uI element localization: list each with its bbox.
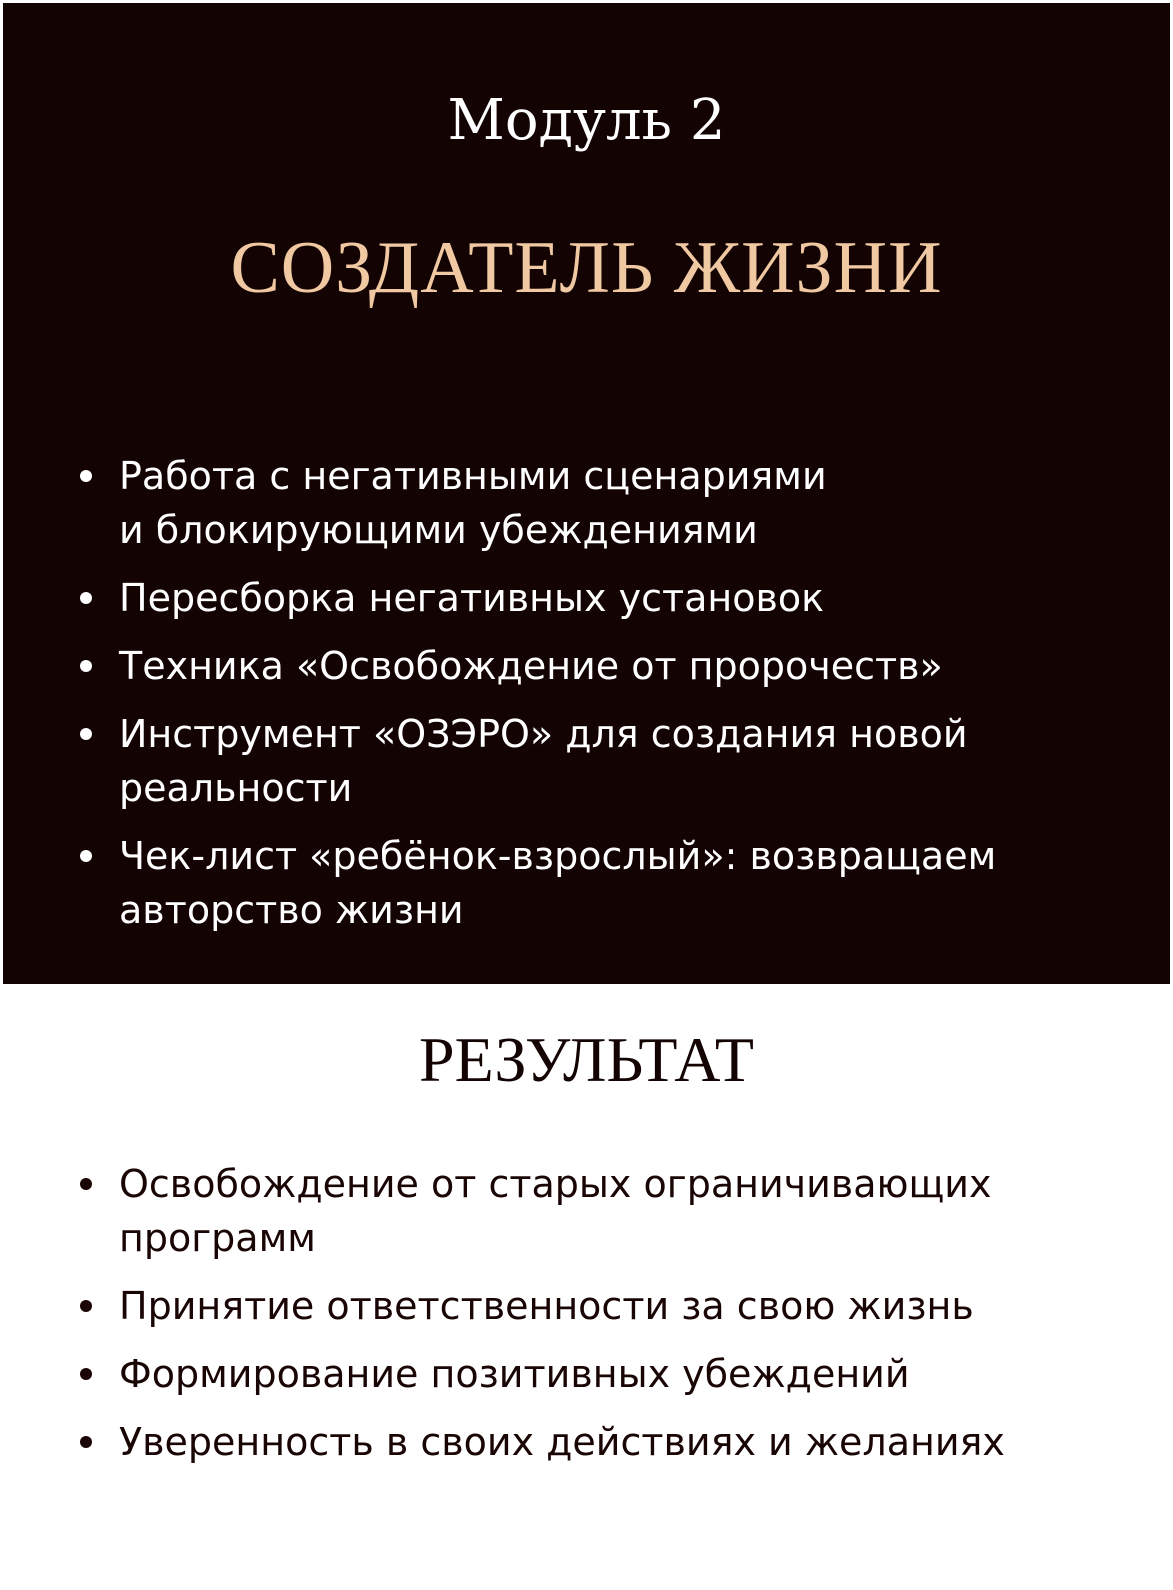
module-topics-list [75,449,1035,951]
result-list [75,1157,1035,1483]
bullet-icon [80,660,92,672]
list-item-text: Освобождение от старых ограничивающих программ [119,1162,992,1260]
list-item-text: Принятие ответственности за свою жизнь [119,1284,974,1328]
result-heading: РЕЗУЛЬТАТ [419,1024,754,1095]
list-item-text: Техника «Освобождение от пророчеств» [119,644,943,688]
bullet-icon [80,1368,92,1380]
list-item [75,1279,1035,1333]
list-item [75,1347,1035,1401]
module-panel [3,3,1170,984]
list-item [75,1157,1035,1265]
bullet-icon [80,1178,92,1190]
list-item [75,639,1035,693]
bullet-icon [80,592,92,604]
list-item [75,571,1035,625]
list-item [75,449,1035,557]
list-item [75,1415,1035,1469]
list-item-text: Чек-лист «ребёнок-взрослый»: возвращаем авторство жизни [119,834,997,932]
list-item-text: Уверенность в своих действиях и желаниях [119,1420,1005,1464]
bullet-icon [80,1300,92,1312]
module-title: СОЗДАТЕЛЬ ЖИЗНИ [230,227,943,309]
list-item-text: Работа с негативными сценариями и блокирующими убеждениями [119,454,827,552]
list-item-text: Формирование позитивных убеждений [119,1352,910,1396]
module-number: Модуль 2 [447,88,726,153]
bullet-icon [80,728,92,740]
list-item [75,707,1035,815]
bullet-icon [80,850,92,862]
bullet-icon [80,1436,92,1448]
list-item-text: Пересборка негативных установок [119,576,825,620]
bullet-icon [80,470,92,482]
list-item-text: Инструмент «ОЗЭРО» для создания новой реальности [119,712,968,810]
list-item [75,829,1035,937]
